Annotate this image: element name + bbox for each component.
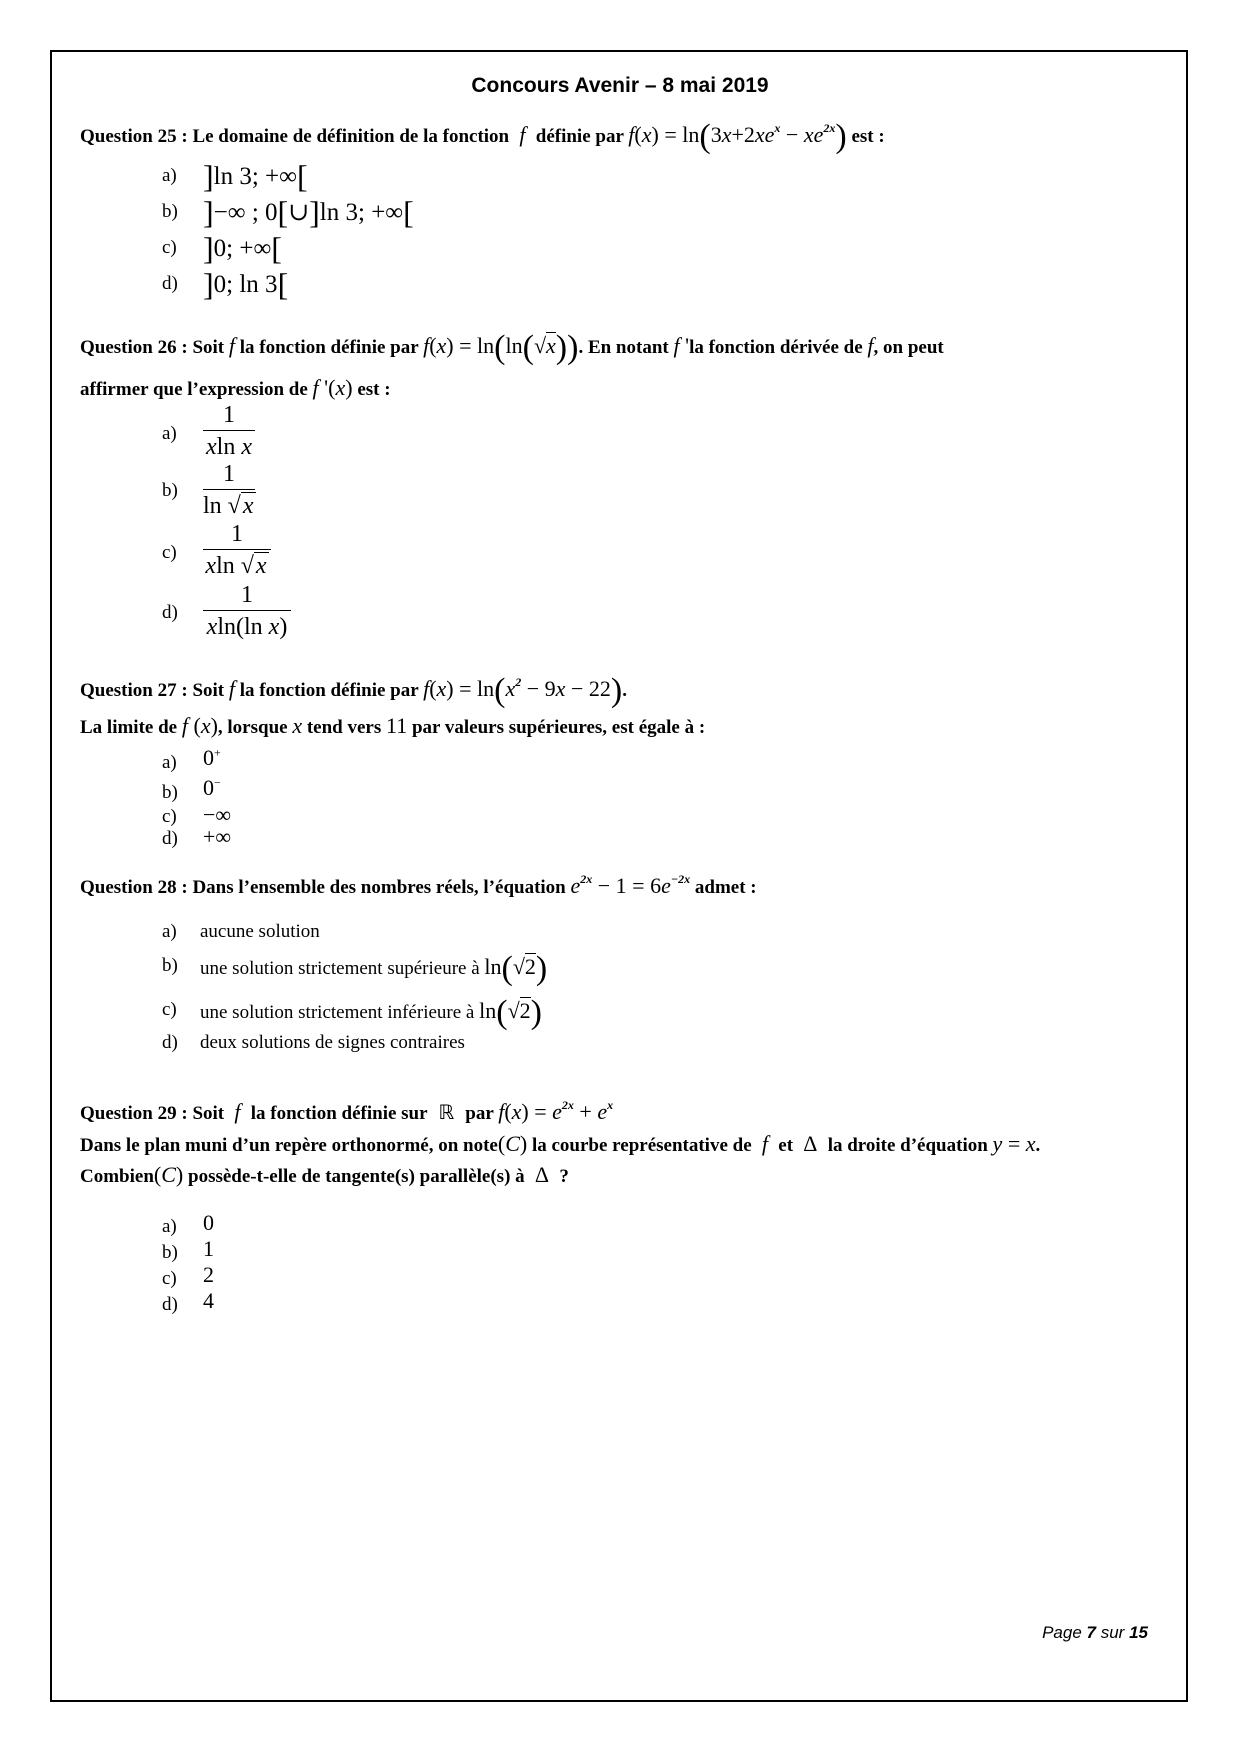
question-28: Question 28 : Dans l’ensemble des nombres réels, l’équation $e^{2x} - 1 = 6e^{-2x}$ admet : — [80, 872, 757, 898]
q26-option-a-label: a) — [162, 423, 177, 444]
q29-option-c: 2 — [203, 1262, 214, 1287]
q27-option-a-label: a) — [162, 752, 177, 773]
q25-option-a: ]ln 3; +∞[ — [203, 158, 308, 194]
q29-option-b-label: b) — [162, 1242, 178, 1263]
question-27-line2: La limite de f (x), lorsque x tend vers 11 par valeurs supérieures, est égale à : — [80, 713, 706, 738]
q28-option-c: une solution strictement inférieure à ln(√2) — [200, 994, 542, 1031]
q25-option-c: ]0; +∞[ — [203, 230, 282, 266]
q28-option-d-label: d) — [162, 1032, 178, 1053]
q26-option-c: 1 xln √x — [203, 519, 271, 582]
q27-option-d: +∞ — [203, 824, 232, 849]
q28-option-c-label: c) — [162, 999, 177, 1020]
q28-option-a-label: a) — [162, 921, 177, 942]
question-28-label: Question 28 : — [80, 877, 188, 898]
q25-option-b-label: b) — [162, 201, 178, 222]
question-27: Question 27 : Soit f la fonction définie par $f(x) = \ln(x^2 - 9x - 22)$. — [80, 672, 627, 709]
q29-option-d-label: d) — [162, 1294, 178, 1315]
q28-option-d: deux solutions de signes contraires — [200, 1032, 465, 1053]
q27-option-d-label: d) — [162, 828, 178, 849]
question-27-label: Question 27 : — [80, 680, 188, 701]
q26-option-b-label: b) — [162, 480, 178, 501]
question-26: Question 26 : Soit f la fonction définie par f(x) = ln(ln(√x)). En notant f 'la fonction dérivée de f, on peut — [80, 329, 944, 366]
question-26-label: Question 26 : — [80, 337, 188, 358]
q29-option-c-label: c) — [162, 1268, 177, 1289]
q27-option-c: −∞ — [203, 802, 232, 827]
question-25-label: Question 25 : — [80, 126, 188, 147]
q26-option-a: 1 xln x — [203, 400, 255, 463]
q29-option-a: 0 — [203, 1210, 214, 1235]
q29-option-d: 4 — [203, 1288, 214, 1313]
q29-option-b: 1 — [203, 1236, 214, 1261]
q29-option-a-label: a) — [162, 1216, 177, 1237]
q25-option-d: ]0; ln 3[ — [203, 266, 289, 302]
q26-option-d: 1 xln(ln x) — [203, 580, 291, 643]
question-25: Question 25 : Le domaine de définition de la fonction f définie par $f(x) = \ln(3x+2xe^x - xe^{2x})$ est : — [80, 118, 885, 155]
question-29-line3: Combien(C) possède-t-elle de tangente(s) parallèle(s) à Δ ? — [80, 1162, 569, 1187]
q27-option-a: 0+ — [203, 745, 221, 770]
q26-option-c-label: c) — [162, 542, 177, 563]
question-29: Question 29 : Soit f la fonction définie sur ℝ par $f(x) = e^{2x} + e^x$ — [80, 1098, 614, 1124]
q25-option-c-label: c) — [162, 237, 177, 258]
page-total: 15 — [1129, 1623, 1148, 1642]
q28-option-a: aucune solution — [200, 921, 320, 942]
question-29-line2: Dans le plan muni d’un repère orthonormé, on note(C) la courbe représentative de f et Δ la droite d’équation y = x. — [80, 1131, 1041, 1156]
q25-option-b: ]−∞ ; 0[∪]ln 3; +∞[ — [203, 194, 414, 230]
q25-option-d-label: d) — [162, 273, 178, 294]
page-footer: Page 7 sur 15 — [1042, 1623, 1148, 1642]
q26-option-d-label: d) — [162, 602, 178, 623]
q28-option-b: une solution strictement supérieure à ln(√2) — [200, 950, 548, 987]
q28-option-b-label: b) — [162, 955, 178, 976]
q27-option-c-label: c) — [162, 806, 177, 827]
question-26-line2: affirmer que l’expression de f '(x) est : — [80, 375, 391, 400]
q25-option-a-label: a) — [162, 165, 177, 186]
question-29-label: Question 29 : — [80, 1103, 188, 1124]
page-title: Concours Avenir – 8 mai 2019 — [471, 74, 769, 97]
page-number: 7 — [1086, 1623, 1096, 1642]
q27-option-b: 0− — [203, 775, 221, 800]
q27-option-b-label: b) — [162, 782, 178, 803]
q26-option-b: 1 ln √x — [203, 461, 254, 519]
